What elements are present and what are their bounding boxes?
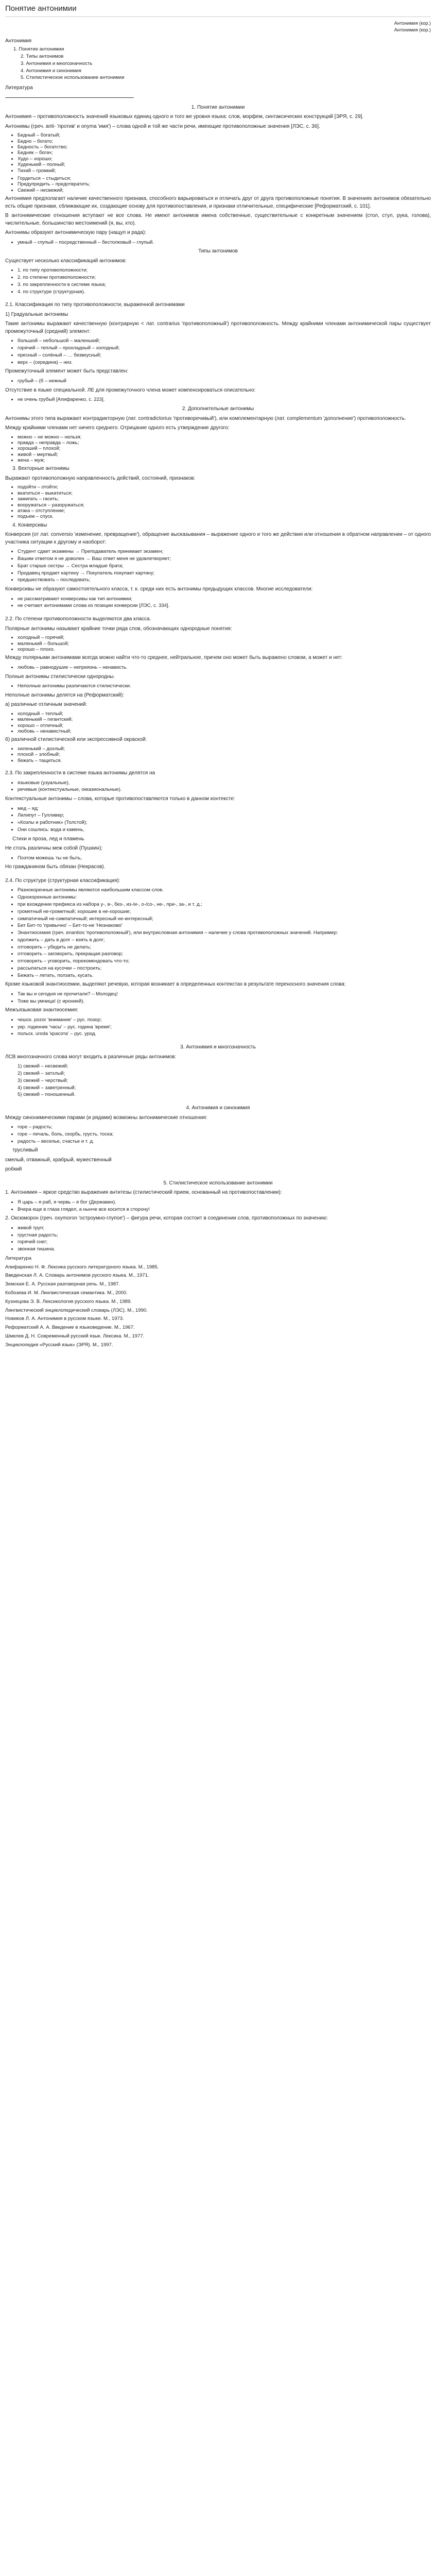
example-list: [5, 176, 431, 193]
example-list: [5, 683, 431, 690]
paragraph: трусливый: [12, 1147, 38, 1154]
list-item: 1) свежий – несвежий;: [18, 1063, 68, 1070]
list-item: • маленький – гигантский;: [18, 717, 431, 722]
list-item: • польск. uroda 'красота' – рус. урод.: [18, 1030, 431, 1038]
list-item: • живой труп;: [18, 1225, 431, 1232]
section-heading: 1. Понятие антонимии: [191, 104, 245, 110]
list-item: • не очень грубый [Апифаренко, с. 223].: [18, 396, 431, 403]
paragraph: Антонимы образуют антонимическую пару (нащуп и рада):: [5, 230, 146, 236]
example-list: [5, 267, 431, 295]
paragraph: Антонимия – противоположность значений языковых единиц одного и того же уровня языка: слов, морфем, синтаксических конструкций [ЭРЯ, с. 29].: [5, 114, 364, 120]
toc-link[interactable]: 2. Типы антонимов: [21, 54, 64, 60]
list-item: • верх – (середина) – низ.: [18, 359, 431, 366]
list-item: • 4. по структуре (структурная).: [18, 289, 431, 296]
reference-item: Реформатский А. А. Введение в языковедение. М., 1967.: [5, 1325, 135, 1331]
paragraph: Антонимы (греч. anti- 'против' и onyma 'имя') – слова одной и той же части речи, имеющие противоположные значения [ЛЭС, с. 36].: [5, 123, 320, 129]
list-item: • холодный – горячий;: [18, 635, 431, 640]
example-list: [5, 337, 431, 366]
paragraph: Конверсия (от лат. conversio 'изменение, превращение'), обращение высказывания – выражение одного и того же действия или отношения в обратном направлении – от одного участника ситуации к другому и наоборот:: [5, 532, 431, 545]
paragraph: Не столь различны меж собой (Пушкин);: [5, 845, 103, 852]
list-item: • Бедно – богато;: [18, 139, 431, 144]
list-item: • речевые (контекстуальные, окказиональные).: [18, 786, 431, 793]
list-item: • Вчера еще в глаза глядел, а нынче все косится в сторону!: [18, 1206, 431, 1213]
paragraph: Полные антонимы стилистически однородны.: [5, 673, 115, 680]
paragraph: ЛСВ многозначного слова могут входить в различные ряды антонимов:: [5, 1054, 177, 1060]
paragraph: Стихи и проза, лед и пламень: [12, 836, 84, 842]
list-item: • Худо – хорошо;: [18, 156, 431, 162]
paragraph: Отсутствие в языке специальной. ЛЕ для промежуточного члена может компенсироваться описательно:: [5, 387, 256, 393]
example-list: [5, 1124, 431, 1145]
list-item: • плохой – злобный;: [18, 752, 431, 757]
list-item: • зажигать – гасить;: [18, 496, 431, 502]
example-list: [5, 596, 431, 610]
example-list: [5, 239, 431, 246]
paragraph: Выражают противоположную направленность действий, состояний, признаков:: [5, 475, 196, 481]
list-item: • Энантиосемия (греч. enantios 'противоположный'), или внутрисловная антонимия – наличие у слова противоположных значений. Например:: [18, 929, 431, 937]
list-item: • грубый – (б – нежный: [18, 378, 431, 385]
list-item: • Брат старше сестры → Сестра младше брата;: [18, 563, 431, 570]
example-list: [5, 132, 431, 174]
paragraph: Между крайними членами нет ничего среднего. Отрицание одного есть утверждение другого:: [5, 425, 230, 431]
reference-item: Введенская Л. А. Словарь антонимов русского языка. М., 1971.: [5, 1273, 149, 1279]
paragraph: 1. Антонимия – яркое средство выражения антитезы (стилистический прием, основанный на противопоставлении):: [5, 1190, 282, 1196]
list-item: • Бедность – богатство;: [18, 144, 431, 150]
list-item: • подъем – спуск.: [18, 514, 431, 519]
example-list: [5, 805, 431, 834]
paragraph: Контекстуальные антонимы – слова, которые противопоставляются только в данном контексте:: [5, 796, 235, 802]
example-list: [5, 746, 431, 764]
list-item: • подойти – отойти;: [18, 484, 431, 490]
reference-item: Новиков Л. А. Антонимия в русском языке. М., 1973.: [5, 1316, 124, 1322]
toc-heading: Антонимия: [5, 38, 32, 44]
paragraph: Неполные антонимы делятся на (Реформатский):: [5, 692, 125, 698]
subheading: Типы антонимов: [198, 248, 238, 255]
example-list: [5, 887, 431, 979]
list-item: • 1. по типу противоположности;: [18, 267, 431, 274]
example-list: [5, 1225, 431, 1253]
paragraph: Полярные антонимы называют крайние точки ряда слов, обозначающих однородные понятия:: [5, 625, 232, 632]
paragraph: Существует несколько классификаций антонимов:: [5, 258, 127, 264]
list-item: • умный – глупый – посредственный – бестолковый – глупый.: [18, 239, 431, 246]
subheading: а) различные отличным значений:: [5, 702, 88, 708]
list-item: • грустная радость;: [18, 1232, 431, 1239]
list-item: • отговорить – убедить не делать;: [18, 944, 431, 951]
divider: [5, 97, 134, 98]
attribution-line: Антонимия (кор.): [394, 27, 431, 32]
list-item: • звонкая тишина.: [18, 1246, 431, 1253]
list-item: • атака – отступление;: [18, 508, 431, 514]
example-list: [5, 484, 431, 519]
example-list: [5, 711, 431, 735]
toc-link[interactable]: 3. Антонимия и многозначность: [21, 60, 93, 66]
paragraph: смелый, отважный, храбрый, мужественный: [5, 1157, 112, 1163]
list-item: • Тихий – громкий;: [18, 168, 431, 174]
example-list: [5, 635, 431, 652]
list-item: • не рассматривают конверсивы как тип антонимии;: [18, 596, 431, 603]
list-item: • любовь – равнодушие – неприязнь – ненависть.: [18, 664, 431, 671]
list-item: • рассыпаться на кусочки – построить;: [18, 965, 431, 972]
list-item: • любовь – ненавистный;: [18, 728, 431, 734]
list-item: 3) свежий – черствый;: [18, 1077, 68, 1083]
list-item: • Студент сдает экзамены → Преподаватель принимает экзамен;: [18, 548, 431, 555]
subheading: 1) Градуальные антонимы: [5, 311, 68, 317]
list-item: • жена – муж;: [18, 457, 431, 463]
list-item: • пресный – солёный – … безвкусный;: [18, 352, 431, 359]
list-item: • Так вы и сегодня не прочитали? – Молодец!: [18, 991, 431, 998]
section-heading: 2.3. По закрепленности в системе языка антонимы делятся на: [5, 770, 155, 776]
list-item: • Лилипут – Гулливер;: [18, 812, 431, 819]
paragraph: Такие антонимы выражают качественную (контрарную < лат. contrarius 'противоположный') противоположность. Между крайними членами антонимической пары существует промежуточный (средний) элемент:: [5, 321, 431, 334]
list-item: • одолжить – дать в долг – взять в долг;: [18, 937, 431, 944]
example-list: [5, 396, 431, 403]
section-heading: 5. Стилистическое использование антонимии: [163, 1180, 273, 1186]
example-list: [5, 548, 431, 584]
paragraph: Кроме языковой энантиосемии, выделяют речевую, которая возникает в определенных контекстах в результате переносного значения слова:: [5, 981, 346, 988]
example-list: [5, 1063, 431, 1098]
list-item: • горячий снег;: [18, 1239, 431, 1246]
list-item: • Вашим ответом я не доволен → Ваш ответ меня не удовлетворяет;: [18, 555, 431, 563]
list-item: • Гордиться – стыдиться;: [18, 176, 431, 181]
example-list: [5, 1016, 431, 1038]
paragraph: В антонимические отношения вступают не все слова. Не имеют антонимов имена собственные, существительные с конкретным значением (стол, стул, рука, голова), числительные, большинство местоимений (я, вы, кто).: [5, 213, 431, 226]
list-item: • Я царь – я раб, я червь – я бог (Державин).: [18, 1199, 431, 1206]
list-item: • хорошо – плохо.: [18, 647, 431, 652]
subheading: 4. Конверсивы: [12, 522, 47, 528]
paragraph: робкий: [5, 1166, 22, 1173]
reference-item: Земская Е. А. Русская разговорная речь. М., 1987.: [5, 1281, 120, 1287]
list-item: • отговорить – уговорить, порекомендовать что-то;: [18, 958, 431, 965]
reference-item: Апифаренко Н. Ф. Лексика русского литературного языка. М., 1985.: [5, 1264, 159, 1270]
section-heading: 2.4. По структуре (структурная классификация):: [5, 877, 120, 884]
references-heading: Литература: [5, 1255, 32, 1261]
references-list: [5, 1264, 431, 1349]
list-item: • вооружаться – разоружаться;: [18, 502, 431, 508]
paragraph: Антонимия предполагает наличие качественного признака, способного варьироваться и отличать друг от друга противоположные понятия. В значениях антонимов обязательно есть общие признаки, сближающие их, создающие основу для противопоставления, и признаки отличительные, специфические [Реформатский, с. 101].: [5, 196, 431, 209]
list-item: • можно – не можно – нельзя;: [18, 434, 431, 440]
example-list: [5, 1199, 431, 1213]
example-list: [5, 434, 431, 464]
list-item: • большой – небольшой – маленький;: [18, 337, 431, 345]
reference-item: Энциклопедия «Русский язык» (ЭРЯ). М., 1997.: [5, 1342, 113, 1348]
list-item: • 2. по степени противоположности;: [18, 274, 431, 281]
list-item: • правда – неправда – ложь;: [18, 440, 431, 446]
list-item: • Бедняк – богач;: [18, 150, 431, 156]
list-item: • холодный – теплый;: [18, 711, 431, 717]
list-item: • вкатиться – выкатиться;: [18, 490, 431, 496]
list-item: • укр. годинник 'часы' – рус. година 'время';: [18, 1024, 431, 1031]
attribution-line: Антонимия (кор.): [394, 20, 431, 26]
list-item: • грометный не-грометный; хорошие в не-хорошие;: [18, 908, 431, 916]
list-item: • Неполные антонимы различаются стилистически.: [18, 683, 431, 690]
list-item: • Бежать – летать, ползать, кусать.: [18, 972, 431, 979]
table-of-contents: [5, 46, 431, 81]
paragraph: Антонимы этого типа выражают контрадикторную (лат. contradictorius 'противоречивый'), или комплементарную (лат. complementum 'дополнение') противоположность.: [5, 415, 406, 421]
toc-link[interactable]: 1. Понятие антонимии: [13, 46, 64, 53]
paragraph: Между полярными антонимами всегда можно найти что-то среднее, нейтральное, причем оно может быть выражено словом, а может и нет:: [5, 655, 343, 661]
subheading: б) различной стилистической или экспрессивной окраской:: [5, 737, 147, 743]
reference-item: Лингвистический энциклопедический словарь (ЛЭС). М., 1990.: [5, 1307, 148, 1313]
section-heading: 2.2. По степени противоположности выделяются два класса.: [5, 616, 151, 622]
list-item: • хороший – плохой;: [18, 446, 431, 451]
list-item: 4) свежий – заветренный;: [18, 1084, 76, 1091]
subheading: 2. Дополнительные антонимы: [182, 406, 254, 412]
list-item: • горячий – теплый – прохладный – холодный;: [18, 345, 431, 352]
paragraph: Межъязыковая энантиосемия:: [5, 1007, 78, 1013]
example-list: [5, 991, 431, 1005]
list-item: • чешск. pozor 'внимание' – рус. позор;: [18, 1016, 431, 1024]
example-list: [5, 855, 431, 862]
list-item: • хорошо – отличный;: [18, 723, 431, 728]
list-item: 2) свежий – затхлый;: [18, 1071, 65, 1076]
list-item: • симпатичный не-симпатичный; интересный не-интересный;: [18, 916, 431, 923]
example-list: [5, 779, 431, 794]
paragraph: Промежуточный элемент может быть представлен:: [5, 368, 129, 375]
list-item: • «Козлы и работник» (Толстой);: [18, 819, 431, 826]
example-list: [5, 378, 431, 385]
list-item: • мед – яд;: [18, 805, 431, 812]
list-item: 5) свежий – поношенный.: [18, 1092, 76, 1098]
subheading: 3. Векторные антонимы: [12, 466, 69, 472]
list-item: • бежать – тащиться.: [18, 758, 431, 764]
list-item: • Свежий – несвежий;: [18, 188, 431, 193]
page-title: Понятие антонимии: [5, 3, 431, 17]
list-item: • хиленький – дохлый;: [18, 746, 431, 752]
list-item: • Худенький – полный;: [18, 162, 431, 167]
section-heading: 4. Антонимия и синонимия: [186, 1105, 250, 1111]
list-item: • Тоже вы умница! (с иронией).: [18, 998, 431, 1005]
paragraph: Конверсивы не образуют самостоятельного класса, т. к. среди них есть антонимы предыдущих классов. Многие исследователи:: [5, 586, 313, 592]
example-list: [5, 664, 431, 671]
list-item: • 3. по закрепленности в системе языка;: [18, 281, 431, 289]
list-item: • языковые (узуальные),: [18, 779, 431, 787]
list-item: • отговорить – заговорить, прекращая разговор;: [18, 951, 431, 958]
references: [5, 1255, 431, 1348]
list-item: • при вхождении префикса из набора у-, в-, без-, из-/и-, о-/со-, не-, при-, за-, и т. д.;: [18, 901, 431, 908]
list-item: • Они сошлись: вода и камень,: [18, 826, 431, 834]
paragraph: Но гражданином быть обязан (Некрасов).: [5, 864, 106, 870]
list-item: • Продавец продает картину → Покупатель покупает картину;: [18, 570, 431, 577]
list-item: • Однокоренные антонимы:: [18, 894, 431, 901]
reference-item: Кузнецова Э. В. Лексикология русского языка. М., 1989.: [5, 1298, 132, 1304]
list-item: • радость – веселье, счастье и т. д.: [18, 1138, 431, 1145]
reference-item: Кобозева И. М. Лингвистическая семантика. М., 2000.: [5, 1290, 128, 1296]
section-heading: 2.1. Классификация по типу противоположности, выраженной антонимами: [5, 302, 185, 308]
list-item: • маленький – большой;: [18, 641, 431, 647]
list-item: • Бедный – богатый;: [18, 132, 431, 138]
section-heading: 3. Антонимия и многозначность: [180, 1044, 256, 1050]
list-item: • Поэтом можешь ты не быть,: [18, 855, 431, 862]
list-item: • Бит Бит-то 'привычно' – Бит-то-не 'Незнакомо': [18, 922, 431, 929]
list-item: • горе – печаль, боль, скорбь, грусть, тоска;: [18, 1131, 431, 1138]
list-item: • Разнокоренные антонимы являются наибольшим классом слов.: [18, 887, 431, 894]
literature-label[interactable]: Литература: [5, 85, 33, 91]
list-item: • горе – радость;: [18, 1124, 431, 1131]
paragraph: Между синонимическими парами (и рядами) возможны антонимические отношения:: [5, 1114, 207, 1121]
toc-link[interactable]: 5. Стилистическое использование антонимии: [21, 75, 125, 81]
reference-item: Шмелев Д. Н. Современный русский язык. Лексика. М., 1977.: [5, 1333, 145, 1339]
toc-link[interactable]: 4. Антонимия и синонимия: [21, 67, 81, 74]
list-item: • предшествовать – последовать;: [18, 577, 431, 584]
list-item: • живой – мертвый;: [18, 452, 431, 457]
list-item: • Предупредить – предотвратить;: [18, 181, 431, 187]
list-item: • не считают антонимами слова из позиции конверсии [ЛЭС, с. 334].: [18, 602, 431, 609]
paragraph: 2. Оксюморон (греч. oxymoron 'остроумно-глупое') – фигура речи, которая состоит в соединении слов, противоположных по значению:: [5, 1215, 328, 1222]
